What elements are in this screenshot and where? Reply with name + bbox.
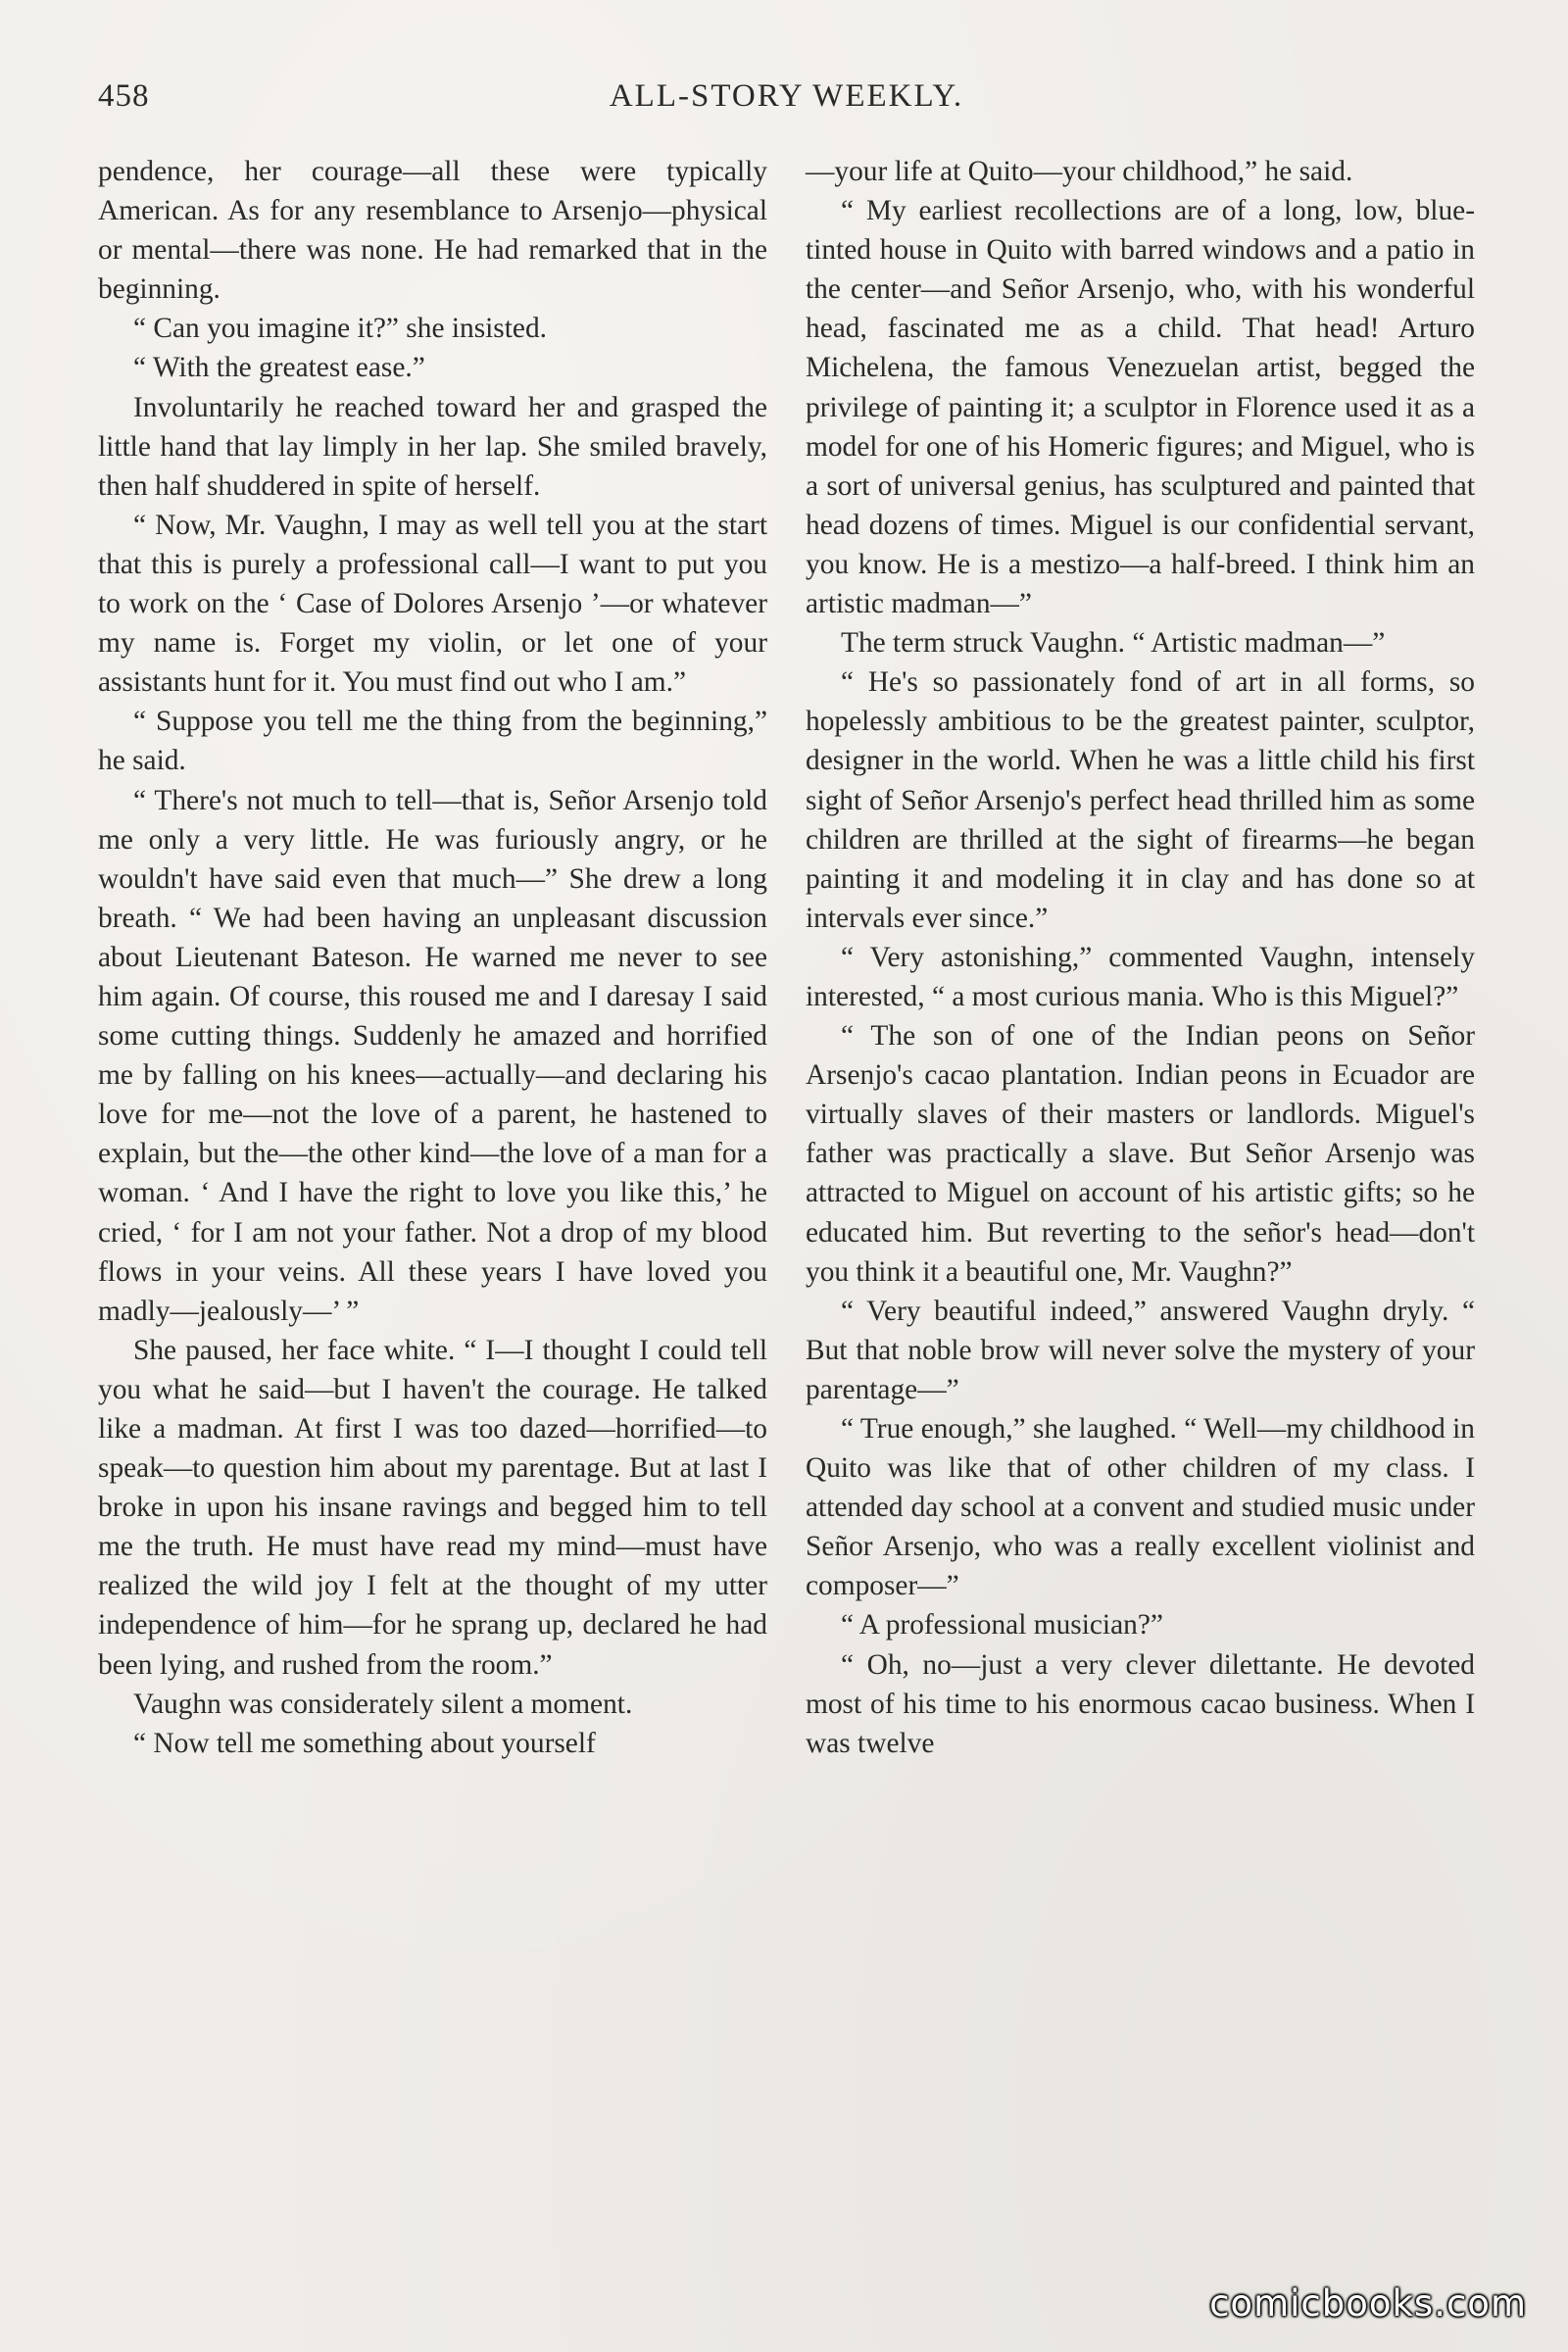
paragraph: “ My earliest recollections are of a long, low, blue-tinted house in Quito with barred windows and a patio in the center—and Señor Arsenjo, who, with his wonderful head, fascinated me as a child. That head! Arturo Michelena, the famous Venezuelan artist, begged the privilege of painting it; a sculptor in Florence used it as a model for one of his Homeric figures; and Miguel, who is a sort of universal genius, has sculptured and painted that head dozens of times. Miguel is our confidential servant, you know. He is a mestizo—a half-breed. I think him an artistic madman—”: [806, 195, 1475, 620]
paragraph: Involuntarily he reached toward her and grasped the little hand that lay limply in her lap. She smiled bravely, then half shuddered in spite of herself.: [98, 391, 767, 502]
paragraph: “ Suppose you tell me the thing from the beginning,” he said.: [98, 706, 767, 777]
magazine-title: ALL-STORY WEEKLY.: [609, 78, 964, 114]
paragraph: “ A professional musician?”: [841, 1609, 1163, 1642]
page-number: 458: [98, 78, 150, 114]
paragraph: “ There's not much to tell—that is, Señor Arsenjo told me only a very little. He was furiously angry, or he wouldn't have said even that much—” She drew a long breath. “ We had been having an unpleasant discussion about Lieutenant Bateson. He warned me never to see him again. Of course, this roused me and I daresay I said some cutting things. Suddenly he amazed and horrified me by falling on his knees—actually—and declaring his love for me—not the love of a parent, he hastened to explain, but the—the other kind—the love of a man for a woman. ‘ And I have the right to love you like this,’ he cried, ‘ for I am not your father. Not a drop of my blood flows in your veins. All these years I have loved you madly—jealously—’ ”: [98, 784, 767, 1327]
paragraph: “ Now tell me something about yourself: [133, 1727, 596, 1759]
paragraph: “ Very astonishing,” commented Vaughn, intensely interested, “ a most curious mania. Who is this Miguel?”: [806, 941, 1475, 1012]
paragraph: The term struck Vaughn. “ Artistic madman—”: [841, 627, 1386, 660]
left-column: [98, 152, 767, 1763]
paragraph: “ True enough,” she laughed. “ Well—my childhood in Quito was like that of other children of my class. I attended day school at a convent and studied music under Señor Arsenjo, who was a really excellent violinist and composer—”: [806, 1413, 1475, 1602]
paragraph: Vaughn was considerately silent a moment.: [133, 1688, 633, 1720]
paragraph: pendence, her courage—all these were typically American. As for any resemblance to Arsenjo—physical or mental—there was none. He had remarked that in the beginning.: [98, 156, 767, 306]
running-head: [98, 78, 1475, 127]
paragraph: “ With the greatest ease.”: [133, 352, 425, 384]
paragraph: “ Oh, no—just a very clever dilettante. He devoted most of his time to his enormous cacao business. When I was twelve: [806, 1648, 1475, 1759]
paragraph: “ Very beautiful indeed,” answered Vaughn dryly. “ But that noble brow will never solve the mystery of your parentage—”: [806, 1295, 1475, 1405]
paragraph: “ The son of one of the Indian peons on Señor Arsenjo's cacao plantation. Indian peons in Ecuador are virtually slaves of their masters or landlords. Miguel's father was practically a slave. But Señor Arsenjo was attracted to Miguel on account of his artistic gifts; so he educated him. But reverting to the señor's head—don't you think it a beautiful one, Mr. Vaughn?”: [806, 1020, 1475, 1288]
site-watermark: comicbooks.com: [1209, 2282, 1527, 2325]
right-column: [806, 152, 1475, 1763]
paragraph: —your life at Quito—your childhood,” he said.: [806, 156, 1353, 187]
paragraph: She paused, her face white. “ I—I thought I could tell you what he said—but I haven't the courage. He talked like a madman. At first I was too dazed—horrified—to speak—to question him about my parentage. But at last I broke in upon his insane ravings and begged him to tell me the truth. He must have read my mind—must have realized the wild joy I felt at the thought of my utter independence of him—for he sprang up, declared he had been lying, and rushed from the room.”: [98, 1334, 767, 1681]
paragraph: “ Now, Mr. Vaughn, I may as well tell you at the start that this is purely a professional call—I want to put you to work on the ‘ Case of Dolores Arsenjo ’—or whatever my name is. Forget my violin, or let one of your assistants hunt for it. You must find out who I am.”: [98, 509, 767, 699]
paragraph: “ He's so passionately fond of art in all forms, so hopelessly ambitious to be the greatest painter, sculptor, designer in the world. When he was a little child his first sight of Señor Arsenjo's perfect head thrilled him as some children are thrilled at the sight of firearms—he began painting it and modeling it in clay and has done so at intervals ever since.”: [806, 666, 1475, 934]
paragraph: “ Can you imagine it?” she insisted.: [133, 313, 547, 345]
